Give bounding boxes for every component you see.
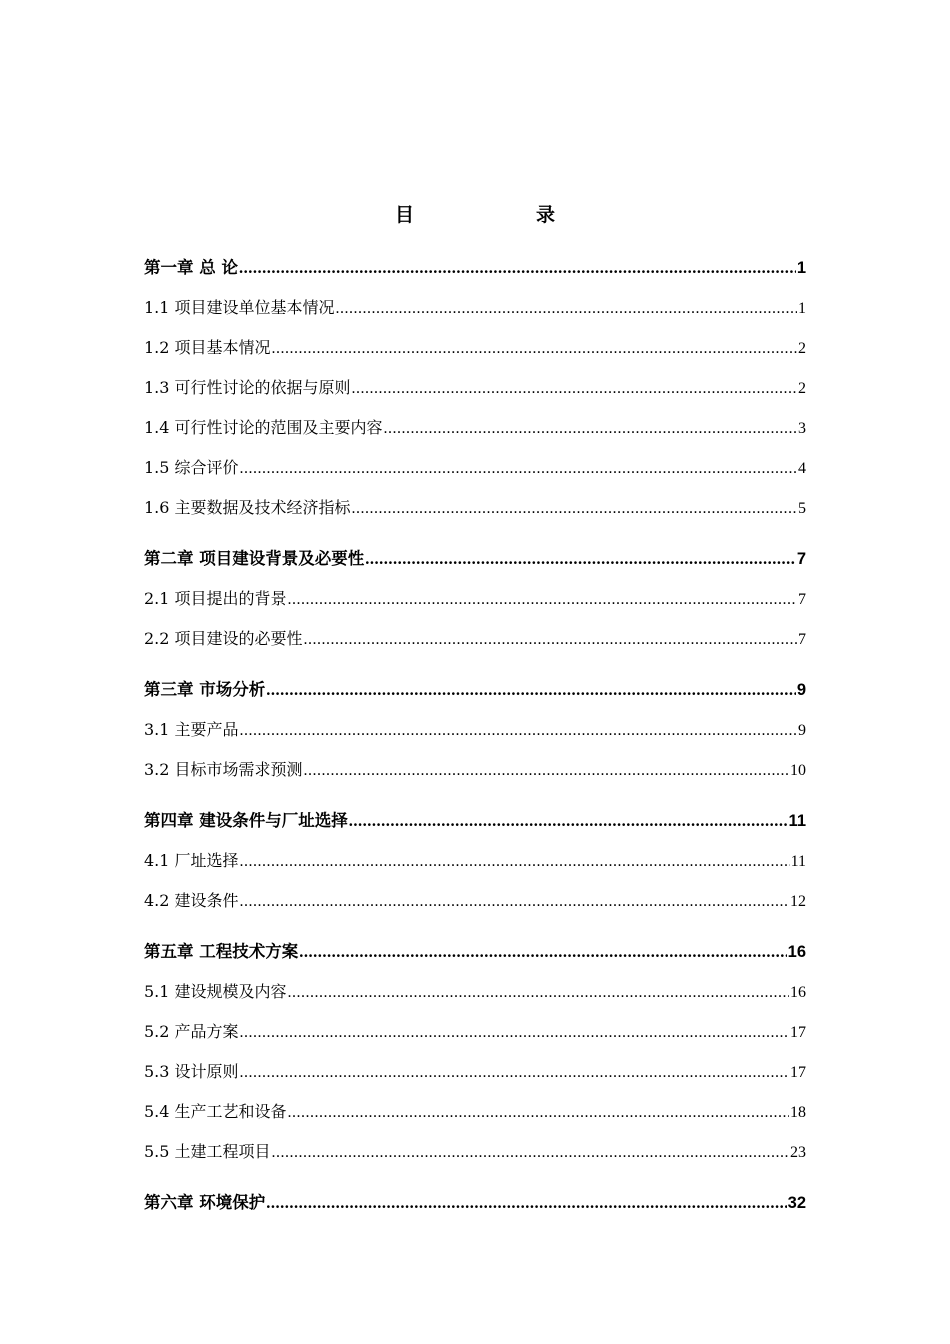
toc-entry-label: 第三章 市场分析: [144, 680, 266, 699]
toc-leader-dots: [352, 500, 797, 518]
toc-entry-3-1[interactable]: [144, 717, 806, 740]
toc-entry-5-2[interactable]: [144, 1019, 806, 1042]
toc-page-number: 1: [796, 259, 806, 277]
toc-page-number: 17: [790, 1024, 806, 1041]
toc-entry-5-3[interactable]: [144, 1059, 806, 1082]
toc-entry-label: 1.5 综合评价: [144, 458, 239, 477]
toc-title: 目 录: [394, 204, 583, 226]
toc-leader-dots: [266, 1193, 786, 1213]
toc-leader-dots: [288, 1104, 789, 1122]
toc-entry-5-5[interactable]: [144, 1139, 806, 1162]
toc-page-number: 16: [787, 943, 806, 961]
toc-entry-2-2[interactable]: [144, 626, 806, 649]
toc-leader-dots: [349, 811, 788, 831]
toc-entry-label: 5.4 生产工艺和设备: [144, 1102, 287, 1121]
toc-leader-dots: [299, 942, 786, 962]
toc-entry-chapter-3[interactable]: [144, 676, 806, 700]
toc-page-number: 7: [798, 591, 806, 608]
toc-entry-label: 3.2 目标市场需求预测: [144, 760, 303, 779]
toc-page-number: 10: [790, 762, 806, 779]
toc-leader-dots: [336, 300, 797, 318]
toc-entry-label: 1.3 可行性讨论的依据与原则: [144, 378, 351, 397]
toc-entry-1-4[interactable]: [144, 415, 806, 438]
toc-leader-dots: [304, 631, 797, 649]
toc-entry-label: 第二章 项目建设背景及必要性: [144, 549, 365, 568]
toc-entry-label: 4.2 建设条件: [144, 891, 239, 910]
toc-entry-label: 第五章 工程技术方案: [144, 942, 299, 961]
toc-page-number: 4: [798, 460, 806, 477]
toc-leader-dots: [384, 420, 797, 438]
toc-entry-label: 第一章 总 论: [144, 258, 238, 277]
toc-entry-label: 1.2 项目基本情况: [144, 338, 271, 357]
toc-entry-chapter-6[interactable]: [144, 1189, 806, 1213]
toc-entry-1-1[interactable]: [144, 295, 806, 318]
toc-leader-dots: [240, 853, 790, 871]
toc-page-number: 32: [787, 1194, 806, 1212]
toc-entry-chapter-2[interactable]: [144, 545, 806, 569]
toc-entry-1-5[interactable]: [144, 455, 806, 478]
toc-entry-2-1[interactable]: [144, 586, 806, 609]
toc-entry-chapter-5[interactable]: [144, 938, 806, 962]
toc-entry-chapter-1[interactable]: [144, 254, 806, 278]
toc-entry-label: 2.1 项目提出的背景: [144, 589, 287, 608]
toc-entry-chapter-4[interactable]: [144, 807, 806, 831]
toc-page-number: 16: [790, 984, 806, 1001]
toc-leader-dots: [240, 722, 797, 740]
toc-page-number: 11: [790, 853, 806, 870]
toc-page-number: 7: [796, 550, 806, 568]
toc-entry-label: 第六章 环境保护: [144, 1193, 266, 1212]
toc-page-number: 9: [796, 681, 806, 699]
toc-leader-dots: [239, 258, 796, 278]
toc-entry-label: 5.3 设计原则: [144, 1062, 239, 1081]
toc-entry-label: 5.5 土建工程项目: [144, 1142, 271, 1161]
toc-leader-dots: [365, 549, 796, 569]
toc-page-number: 7: [798, 631, 806, 648]
toc-page-number: 2: [798, 380, 806, 397]
toc-leader-dots: [240, 1064, 789, 1082]
toc-leader-dots: [240, 460, 797, 478]
toc-entry-label: 1.6 主要数据及技术经济指标: [144, 498, 351, 517]
toc-page-number: 18: [790, 1104, 806, 1121]
toc-entry-label: 第四章 建设条件与厂址选择: [144, 811, 348, 830]
toc-leader-dots: [272, 1144, 789, 1162]
toc-entry-1-3[interactable]: [144, 375, 806, 398]
toc-leader-dots: [352, 380, 797, 398]
toc-entry-1-6[interactable]: [144, 495, 806, 518]
toc-page-number: 5: [798, 500, 806, 517]
toc-entry-label: 5.1 建设规模及内容: [144, 982, 287, 1001]
toc-page-number: 17: [790, 1064, 806, 1081]
toc-entry-3-2[interactable]: [144, 757, 806, 780]
toc-entry-5-1[interactable]: [144, 979, 806, 1002]
toc-entry-label: 5.2 产品方案: [144, 1022, 239, 1041]
toc-entry-label: 1.4 可行性讨论的范围及主要内容: [144, 418, 383, 437]
toc-leader-dots: [240, 1024, 789, 1042]
toc-entry-5-4[interactable]: [144, 1099, 806, 1122]
toc-entry-label: 4.1 厂址选择: [144, 851, 239, 870]
toc-page-number: 23: [790, 1144, 806, 1161]
toc-page-number: 9: [798, 722, 806, 739]
toc-page-number: 3: [798, 420, 806, 437]
toc-page-number: 1: [798, 300, 806, 317]
toc-entry-1-2[interactable]: [144, 335, 806, 358]
toc-leader-dots: [304, 762, 789, 780]
toc-leader-dots: [288, 591, 797, 609]
toc-leader-dots: [266, 680, 796, 700]
toc-leader-dots: [288, 984, 789, 1002]
toc-page-number: 2: [798, 340, 806, 357]
toc-entry-4-1[interactable]: [144, 848, 806, 871]
toc-leader-dots: [240, 893, 789, 911]
toc-entry-label: 3.1 主要产品: [144, 720, 239, 739]
toc-leader-dots: [272, 340, 797, 358]
toc-page-number: 12: [790, 893, 806, 910]
toc-entry-label: 1.1 项目建设单位基本情况: [144, 298, 335, 317]
toc-entry-4-2[interactable]: [144, 888, 806, 911]
toc-entry-label: 2.2 项目建设的必要性: [144, 629, 303, 648]
toc-page-number: 11: [788, 812, 806, 830]
